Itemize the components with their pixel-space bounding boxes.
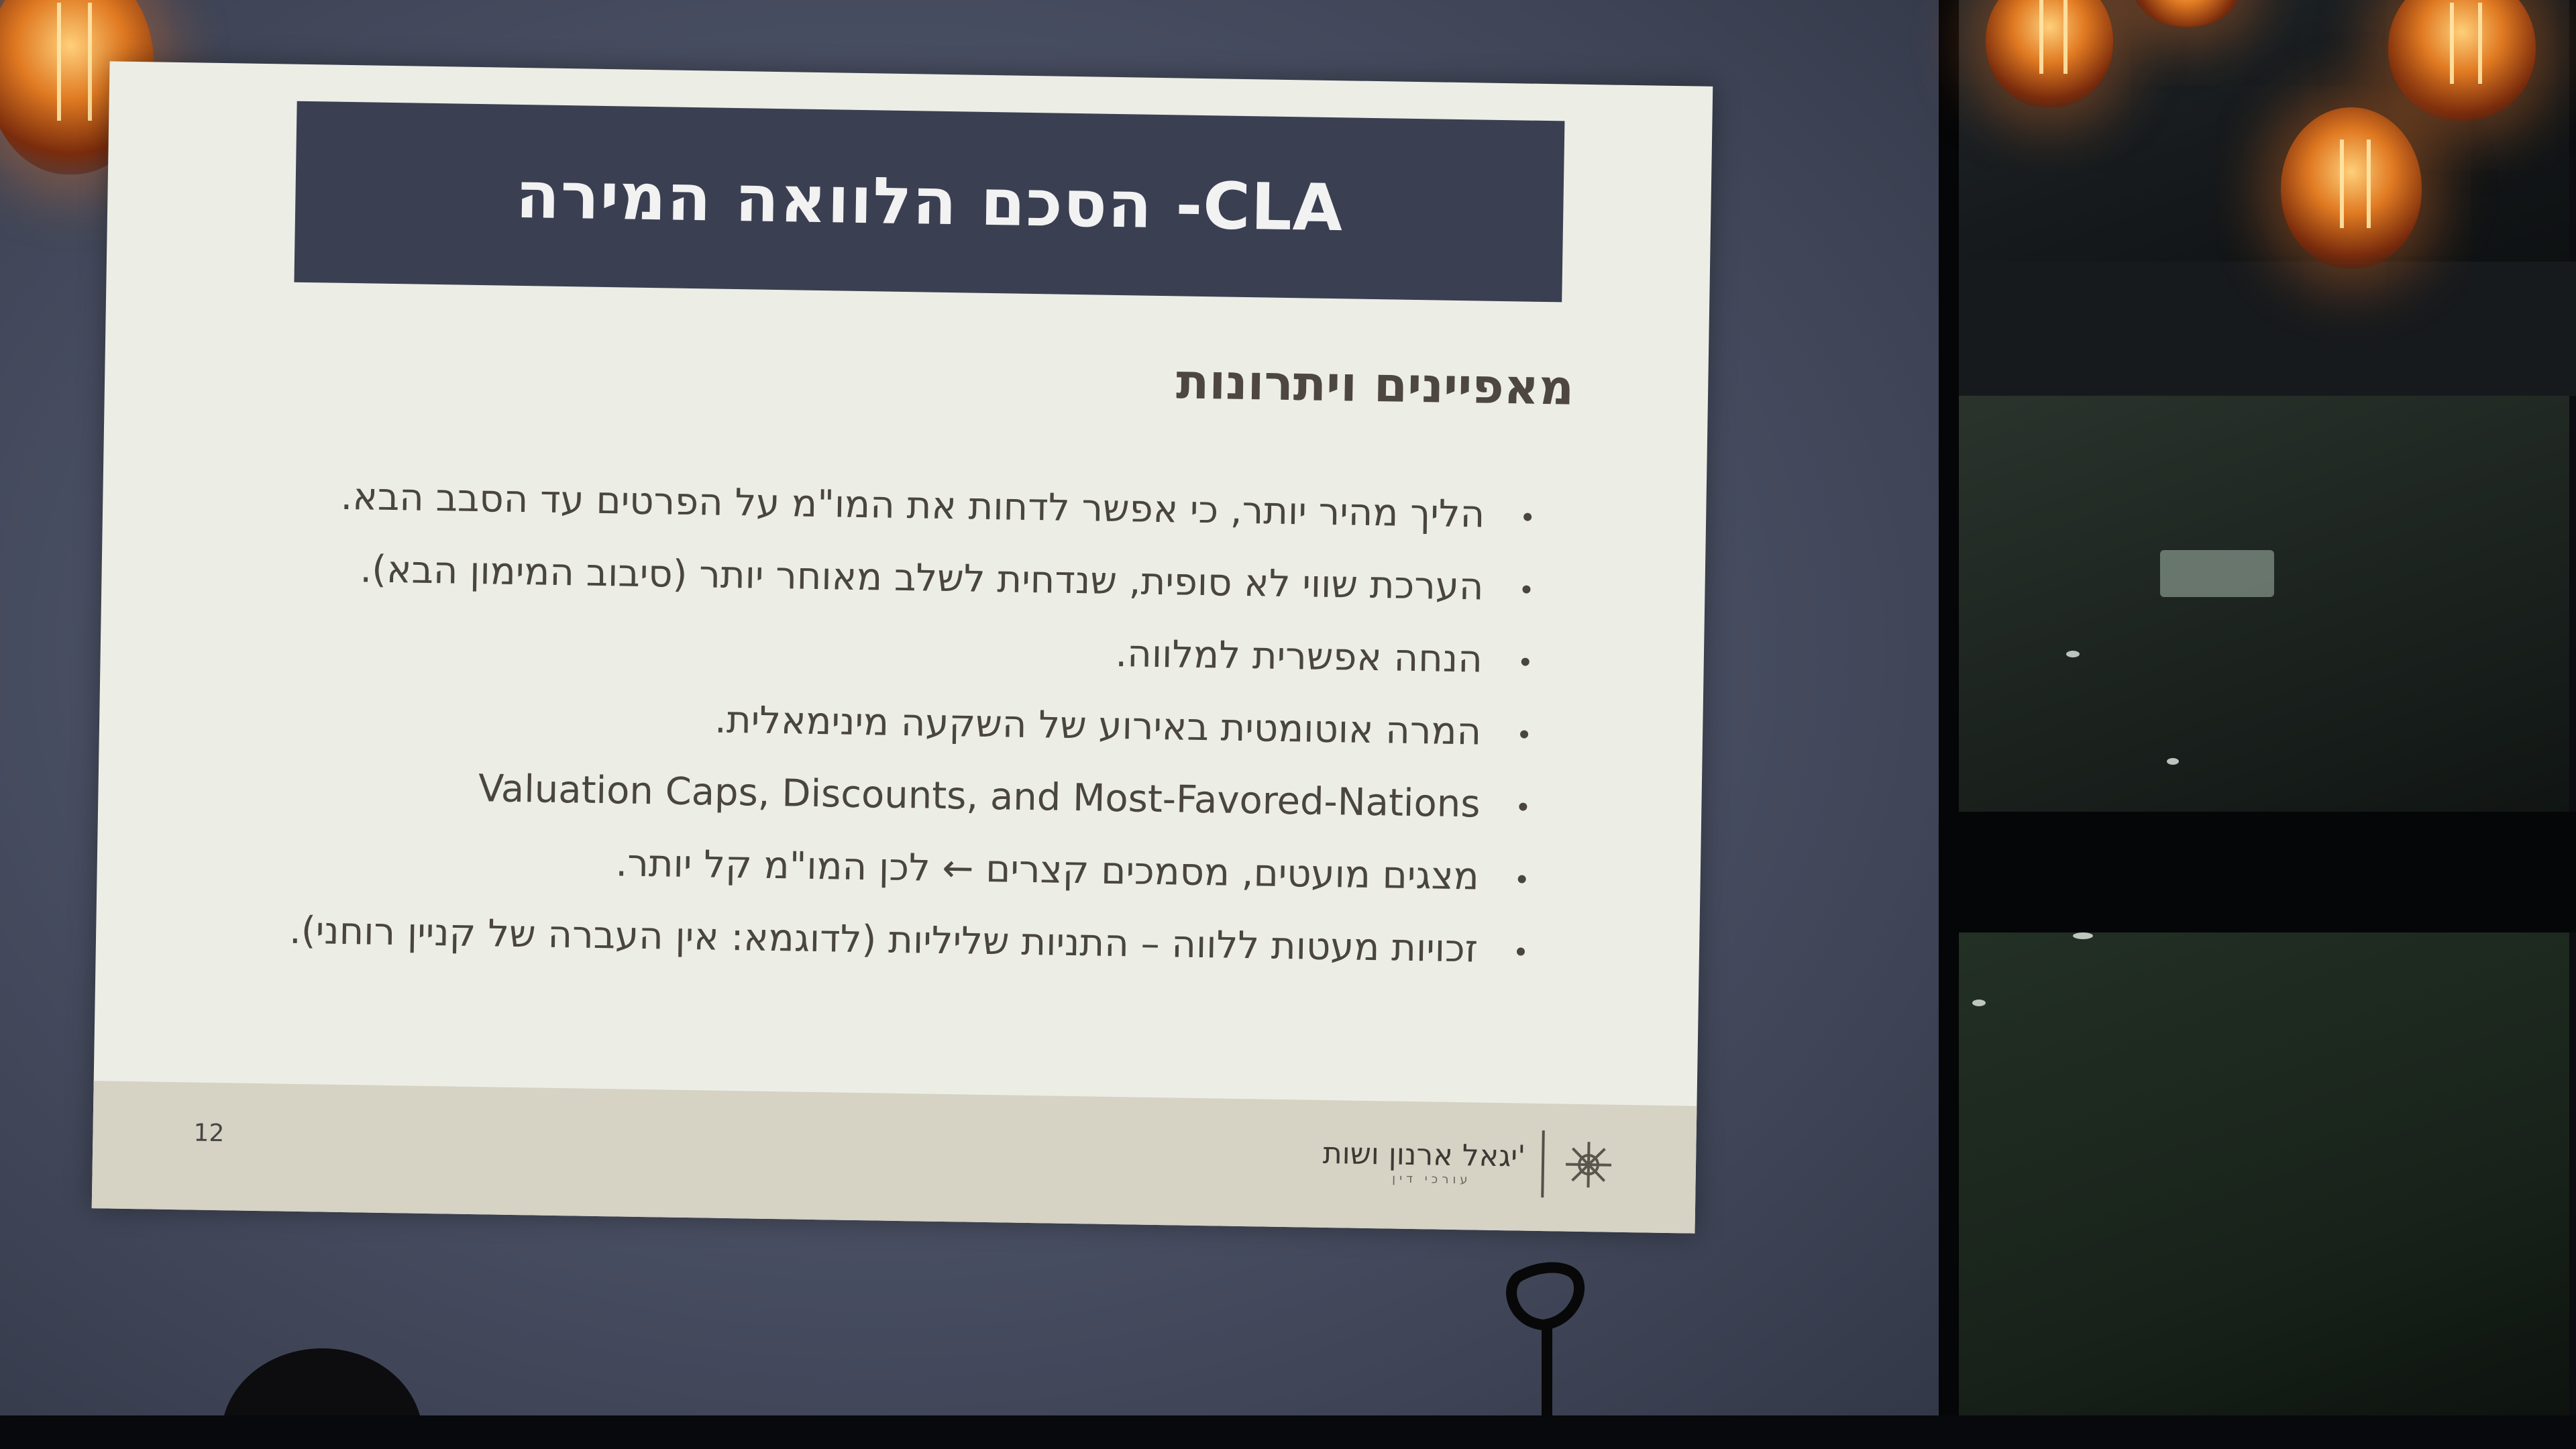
- bullet-item: מצגים מועטים, מסמכים קצרים ← לכן המו"מ קל יותר.: [318, 822, 1526, 914]
- distant-light: [2073, 932, 2093, 939]
- firm-name: יגאל ארנון ושות': [1322, 1136, 1526, 1174]
- firm-subtitle: עורכי דין: [1392, 1171, 1472, 1187]
- window-pane-middle: [1959, 396, 2569, 812]
- bullet-item: Valuation Caps, Discounts, and Most-Favored-Nations: [319, 750, 1527, 841]
- slide-title-bar: [294, 101, 1564, 303]
- floor-shadow: [0, 1415, 2576, 1449]
- presentation-slide: [92, 61, 1713, 1233]
- window-frame-lower: [1939, 812, 2576, 932]
- bullet-item: המרה אוטומטית באירוע של השקעה מינימאלית.: [320, 678, 1528, 769]
- snowflake-emblem-icon: [1561, 1138, 1615, 1192]
- bullet-list: [288, 460, 1532, 986]
- firm-name-block: [1322, 1136, 1542, 1188]
- edison-bulb-icon: [2281, 107, 2422, 268]
- bullet-item: הערכת שווי לא סופית, שנדחית לשלב מאוחר יותר (סיבוב המימון הבא).: [323, 533, 1531, 624]
- bullet-item: זכויות מעטות ללווה – התניות שליליות (לדוגמא: אין העברה של קניין רוחני).: [317, 895, 1525, 986]
- venue-window: [1939, 0, 2576, 1449]
- slide-page-number: 12: [193, 1119, 225, 1148]
- distant-light: [2066, 651, 2080, 657]
- slide-footer: [92, 1081, 1697, 1234]
- distant-light: [1972, 1000, 1986, 1006]
- logo-divider: [1541, 1130, 1545, 1197]
- window-reflection: [2160, 550, 2274, 597]
- slide-title: CLA- הסכם הלוואה המירה: [515, 157, 1344, 246]
- window-post: [1939, 0, 1959, 1449]
- slide-subtitle: מאפיינים ויתרונות: [1175, 353, 1574, 416]
- bullet-item: הנחה אפשרית למלווה.: [321, 605, 1529, 696]
- firm-logo: [1322, 1127, 1616, 1199]
- window-pane-bottom: [1959, 932, 2569, 1449]
- bullet-item: הליך מהיר יותר, כי אפשר לדחות את המו"מ על הפרטים עד הסבב הבא.: [324, 460, 1532, 551]
- window-frame-upper: [1939, 262, 2576, 396]
- distant-light: [2167, 758, 2179, 765]
